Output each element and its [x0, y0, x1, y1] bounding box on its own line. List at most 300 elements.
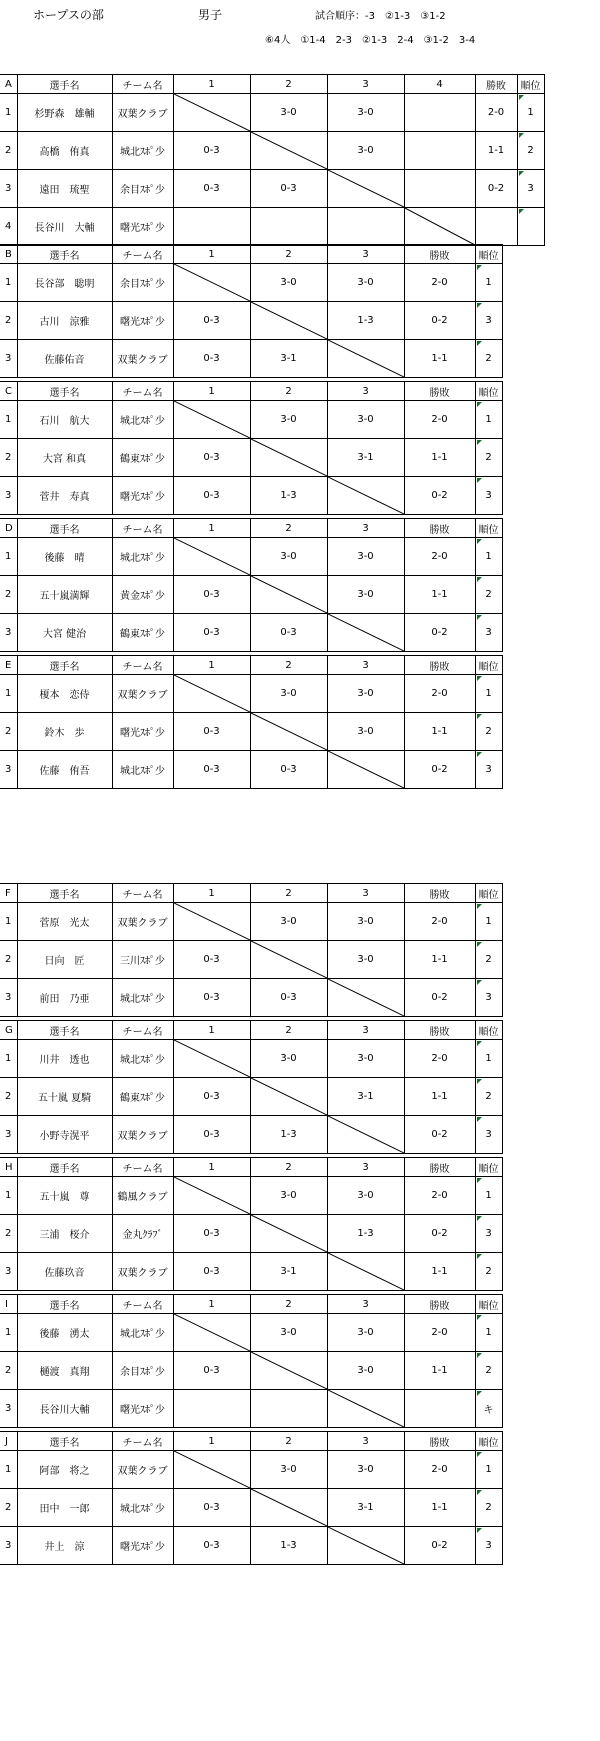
team-name: 金丸ｸﾗﾌﾞ	[112, 1215, 173, 1253]
player-name: 五十嵐満輝	[17, 576, 112, 614]
opponent-col-header: 1	[173, 1158, 250, 1177]
diagonal-line	[328, 1390, 404, 1427]
player-name: 三浦 桜介	[17, 1215, 112, 1253]
score-cell: 0-3	[173, 477, 250, 515]
comment-marker-icon	[477, 1216, 482, 1221]
score-cell: 3-0	[327, 1177, 404, 1215]
rank: 3	[475, 1215, 502, 1253]
win-loss-header: 勝敗	[404, 884, 475, 903]
opponent-col-header: 3	[327, 1432, 404, 1451]
row-number: 3	[0, 614, 17, 652]
player-header: 選手名	[17, 656, 112, 675]
row-number: 3	[0, 340, 17, 378]
win-loss-header: 勝敗	[475, 75, 517, 94]
score-cell: 3-0	[250, 94, 327, 132]
score-cell	[327, 1390, 404, 1428]
opponent-col-header: 2	[250, 1158, 327, 1177]
win-loss: 1-1	[404, 1078, 475, 1116]
opponent-col-header: 3	[327, 1021, 404, 1040]
row-number: 1	[0, 1040, 17, 1078]
score-cell: 3-0	[250, 1040, 327, 1078]
row-number: 2	[0, 1352, 17, 1390]
comment-marker-icon	[477, 1391, 482, 1396]
player-name: 長谷川大輔	[17, 1390, 112, 1428]
team-name: 余目ｽﾎﾟ少	[112, 1352, 173, 1390]
score-cell: 1-3	[327, 1215, 404, 1253]
rank: 2	[475, 1253, 502, 1291]
player-name: 五十嵐 尊	[17, 1177, 112, 1215]
opponent-col-header: 2	[250, 656, 327, 675]
score-cell: 3-1	[250, 340, 327, 378]
win-loss: 1-1	[404, 1489, 475, 1527]
table-row	[0, 477, 502, 515]
player-name: 長谷川 大輔	[17, 208, 112, 246]
team-header: チーム名	[112, 656, 173, 675]
comment-marker-icon	[477, 1041, 482, 1046]
score-cell	[173, 264, 250, 302]
score-cell: 3-0	[250, 1177, 327, 1215]
team-name: 城北ｽﾎﾟ少	[112, 1489, 173, 1527]
score-cell: 0-3	[173, 1116, 250, 1154]
comment-marker-icon	[477, 440, 482, 445]
table-row	[0, 94, 544, 132]
table-row	[0, 340, 502, 378]
group-table-a	[0, 74, 545, 246]
player-name: 大宮 和真	[17, 439, 112, 477]
team-header: チーム名	[112, 1158, 173, 1177]
table-row	[0, 302, 502, 340]
comment-marker-icon	[477, 1353, 482, 1358]
rank: 2	[475, 1489, 502, 1527]
rank: 2	[475, 941, 502, 979]
rank: 3	[475, 477, 502, 515]
rank: 3	[517, 170, 544, 208]
win-loss-header: 勝敗	[404, 1432, 475, 1451]
group-key: C	[0, 382, 17, 401]
rank-header: 順位	[475, 1158, 502, 1177]
win-loss-header: 勝敗	[404, 1021, 475, 1040]
table-row	[0, 1040, 502, 1078]
player-name: 前田 乃亜	[17, 979, 112, 1017]
group-key: B	[0, 245, 17, 264]
opponent-col-header: 2	[250, 1295, 327, 1314]
player-header: 選手名	[17, 884, 112, 903]
diagonal-line	[328, 751, 404, 788]
rank-header: 順位	[475, 656, 502, 675]
diagonal-line	[328, 979, 404, 1016]
comment-marker-icon	[477, 341, 482, 346]
opponent-col-header: 3	[327, 245, 404, 264]
score-cell: 0-3	[173, 941, 250, 979]
comment-marker-icon	[477, 577, 482, 582]
player-name: 杉野森 雄輔	[17, 94, 112, 132]
score-cell: 0-3	[250, 170, 327, 208]
comment-marker-icon	[477, 539, 482, 544]
table-row	[0, 401, 502, 439]
comment-marker-icon	[477, 1079, 482, 1084]
rank: 1	[475, 1314, 502, 1352]
opponent-col-header: 2	[250, 884, 327, 903]
table-row	[0, 1116, 502, 1154]
score-cell: 3-0	[327, 576, 404, 614]
table-row	[0, 170, 544, 208]
opponent-col-header: 2	[250, 75, 327, 94]
player-name: 阿部 将之	[17, 1451, 112, 1489]
comment-marker-icon	[477, 714, 482, 719]
diagonal-line	[174, 1451, 250, 1488]
score-cell	[250, 941, 327, 979]
table-row	[0, 1215, 502, 1253]
group-key: G	[0, 1021, 17, 1040]
rank: 3	[475, 979, 502, 1017]
group-key: H	[0, 1158, 17, 1177]
diagonal-line	[251, 941, 327, 978]
score-cell: 3-0	[327, 94, 404, 132]
table-row	[0, 941, 502, 979]
team-name: 曙光ｽﾎﾟ少	[112, 1527, 173, 1565]
table-row	[0, 576, 502, 614]
team-name: 城北ｽﾎﾟ少	[112, 401, 173, 439]
score-cell: 0-3	[250, 751, 327, 789]
score-cell: 3-0	[250, 1314, 327, 1352]
rank: 1	[517, 94, 544, 132]
diagonal-line	[174, 401, 250, 438]
score-cell: 3-0	[250, 401, 327, 439]
table-row	[0, 903, 502, 941]
score-cell: 3-0	[250, 903, 327, 941]
rank: 3	[475, 751, 502, 789]
score-cell: 3-1	[327, 1078, 404, 1116]
win-loss	[475, 208, 517, 246]
score-cell: 3-0	[327, 132, 404, 170]
diagonal-line	[251, 1352, 327, 1389]
team-name: 余目ｽﾎﾟ少	[112, 170, 173, 208]
score-cell: 0-3	[173, 340, 250, 378]
player-name: 小野寺滉平	[17, 1116, 112, 1154]
group-table-c	[0, 381, 503, 515]
opponent-col-header: 2	[250, 519, 327, 538]
opponent-col-header: 3	[327, 75, 404, 94]
row-number: 3	[0, 979, 17, 1017]
win-loss: 1-1	[404, 1253, 475, 1291]
opponent-col-header: 1	[173, 245, 250, 264]
player-name: 樋渡 真翔	[17, 1352, 112, 1390]
rank: 3	[475, 302, 502, 340]
comment-marker-icon	[477, 1315, 482, 1320]
team-name: 鶴東ｽﾎﾟ少	[112, 1078, 173, 1116]
comment-marker-icon	[477, 1254, 482, 1259]
comment-marker-icon	[477, 478, 482, 483]
win-loss: 2-0	[404, 675, 475, 713]
table-row	[0, 1253, 502, 1291]
opponent-col-header: 1	[173, 1021, 250, 1040]
table-row	[0, 132, 544, 170]
rank: 1	[475, 538, 502, 576]
team-name: 曙光ｽﾎﾟ少	[112, 713, 173, 751]
diagonal-line	[174, 1040, 250, 1077]
opponent-col-header: 2	[250, 1021, 327, 1040]
comment-marker-icon	[477, 402, 482, 407]
player-name: 井上 涼	[17, 1527, 112, 1565]
win-loss-header: 勝敗	[404, 382, 475, 401]
row-number: 2	[0, 132, 17, 170]
win-loss: 1-1	[404, 439, 475, 477]
diagonal-line	[251, 576, 327, 613]
score-cell: 0-3	[250, 979, 327, 1017]
score-cell	[250, 1489, 327, 1527]
table-row	[0, 264, 502, 302]
team-name: 城北ｽﾎﾟ少	[112, 132, 173, 170]
team-name: 双葉クラブ	[112, 1116, 173, 1154]
score-cell	[173, 1314, 250, 1352]
comment-marker-icon	[477, 904, 482, 909]
rank-header: 順位	[475, 245, 502, 264]
opponent-col-header: 4	[404, 75, 475, 94]
comment-marker-icon	[477, 1178, 482, 1183]
score-cell	[327, 340, 404, 378]
comment-marker-icon	[519, 95, 524, 100]
score-cell: 0-3	[173, 1215, 250, 1253]
row-number: 2	[0, 302, 17, 340]
diagonal-line	[328, 170, 404, 207]
group-table-f	[0, 883, 503, 1017]
rank-header: 順位	[517, 75, 544, 94]
opponent-col-header: 1	[173, 75, 250, 94]
player-name: 川井 透也	[17, 1040, 112, 1078]
win-loss-header: 勝敗	[404, 245, 475, 264]
win-loss: 2-0	[404, 1040, 475, 1078]
comment-marker-icon	[477, 1117, 482, 1122]
player-name: 菅原 光太	[17, 903, 112, 941]
score-cell: 0-3	[173, 1489, 250, 1527]
win-loss: 1-1	[404, 713, 475, 751]
score-cell	[327, 1253, 404, 1291]
score-cell	[250, 1078, 327, 1116]
team-header: チーム名	[112, 1021, 173, 1040]
score-cell: 0-3	[173, 979, 250, 1017]
team-header: チーム名	[112, 1432, 173, 1451]
score-cell: 0-3	[173, 1078, 250, 1116]
win-loss-header: 勝敗	[404, 519, 475, 538]
score-cell: 0-3	[173, 132, 250, 170]
win-loss: 1-1	[404, 941, 475, 979]
score-cell	[327, 751, 404, 789]
team-name: 鶴東ｽﾎﾟ少	[112, 439, 173, 477]
score-cell	[250, 439, 327, 477]
player-name: 菅井 寿真	[17, 477, 112, 515]
group-table-d	[0, 518, 503, 652]
score-cell	[250, 1390, 327, 1428]
score-cell	[173, 1177, 250, 1215]
team-name: 双葉クラブ	[112, 94, 173, 132]
comment-marker-icon	[477, 1452, 482, 1457]
row-number: 2	[0, 941, 17, 979]
rank-header: 順位	[475, 382, 502, 401]
rank-header: 順位	[475, 1295, 502, 1314]
table-row	[0, 1527, 502, 1565]
diagonal-line	[405, 208, 475, 245]
team-name: 曙光ｽﾎﾟ少	[112, 1390, 173, 1428]
diagonal-line	[251, 1215, 327, 1252]
opponent-col-header: 3	[327, 656, 404, 675]
score-cell: 1-3	[327, 302, 404, 340]
group-table-e	[0, 655, 503, 789]
row-number: 1	[0, 1177, 17, 1215]
score-cell: 0-3	[173, 751, 250, 789]
team-name: 双葉クラブ	[112, 340, 173, 378]
table-row	[0, 439, 502, 477]
opponent-col-header: 1	[173, 656, 250, 675]
group-key: D	[0, 519, 17, 538]
table-row	[0, 1390, 502, 1428]
player-header: 選手名	[17, 245, 112, 264]
diagonal-line	[328, 1116, 404, 1153]
row-number: 1	[0, 538, 17, 576]
player-name: 高橋 侑真	[17, 132, 112, 170]
player-name: 佐藤 侑吾	[17, 751, 112, 789]
score-cell: 3-0	[327, 675, 404, 713]
diagonal-line	[174, 538, 250, 575]
player-header: 選手名	[17, 1432, 112, 1451]
diagonal-line	[328, 477, 404, 514]
score-cell	[173, 1040, 250, 1078]
team-name: 城北ｽﾎﾟ少	[112, 538, 173, 576]
rank: 1	[475, 264, 502, 302]
diagonal-line	[174, 903, 250, 940]
opponent-col-header: 2	[250, 382, 327, 401]
rank-header: 順位	[475, 884, 502, 903]
score-cell: 0-3	[173, 1527, 250, 1565]
score-cell	[250, 1215, 327, 1253]
team-header: チーム名	[112, 1295, 173, 1314]
score-cell	[173, 401, 250, 439]
diagonal-line	[251, 1489, 327, 1526]
score-cell: 3-0	[327, 1314, 404, 1352]
win-loss: 0-2	[404, 1215, 475, 1253]
player-name: 大宮 健治	[17, 614, 112, 652]
win-loss-header: 勝敗	[404, 1295, 475, 1314]
comment-marker-icon	[477, 942, 482, 947]
row-number: 2	[0, 576, 17, 614]
team-header: チーム名	[112, 382, 173, 401]
opponent-col-header: 1	[173, 1432, 250, 1451]
score-cell	[404, 132, 475, 170]
win-loss: 0-2	[404, 614, 475, 652]
rank: 1	[475, 401, 502, 439]
rank: キ	[475, 1390, 502, 1428]
team-header: チーム名	[112, 245, 173, 264]
score-cell: 0-3	[173, 614, 250, 652]
score-cell: 3-0	[327, 264, 404, 302]
rank: 1	[475, 1177, 502, 1215]
opponent-col-header: 2	[250, 245, 327, 264]
player-name: 佐藤佑音	[17, 340, 112, 378]
rank: 2	[475, 576, 502, 614]
score-cell	[173, 1451, 250, 1489]
win-loss: 2-0	[404, 1314, 475, 1352]
row-number: 3	[0, 751, 17, 789]
win-loss: 1-1	[404, 340, 475, 378]
diagonal-line	[251, 439, 327, 476]
row-number: 2	[0, 1215, 17, 1253]
player-name: 後藤 晴	[17, 538, 112, 576]
comment-marker-icon	[477, 1490, 482, 1495]
rank	[517, 208, 544, 246]
team-name: 双葉クラブ	[112, 1451, 173, 1489]
rank: 2	[475, 340, 502, 378]
diagonal-line	[174, 1177, 250, 1214]
comment-marker-icon	[519, 209, 524, 214]
rank-header: 順位	[475, 519, 502, 538]
score-cell: 0-3	[173, 439, 250, 477]
gender-label: 男子	[198, 8, 223, 22]
diagonal-line	[328, 614, 404, 651]
diagonal-line	[251, 132, 327, 169]
score-cell	[327, 979, 404, 1017]
diagonal-line	[174, 675, 250, 712]
team-name: 余目ｽﾎﾟ少	[112, 264, 173, 302]
score-cell	[173, 208, 250, 246]
win-loss: 2-0	[404, 401, 475, 439]
score-cell	[173, 538, 250, 576]
win-loss: 0-2	[404, 979, 475, 1017]
player-name: 長谷部 聡明	[17, 264, 112, 302]
opponent-col-header: 3	[327, 519, 404, 538]
opponent-col-header: 2	[250, 1432, 327, 1451]
team-name: 曙光ｽﾎﾟ少	[112, 477, 173, 515]
score-cell	[250, 302, 327, 340]
opponent-col-header: 1	[173, 884, 250, 903]
win-loss: 0-2	[404, 1527, 475, 1565]
row-number: 1	[0, 1314, 17, 1352]
row-number: 1	[0, 675, 17, 713]
player-header: 選手名	[17, 519, 112, 538]
score-cell: 1-3	[250, 477, 327, 515]
row-number: 1	[0, 264, 17, 302]
group-key: A	[0, 75, 17, 94]
row-number: 2	[0, 1489, 17, 1527]
table-row	[0, 614, 502, 652]
row-number: 1	[0, 903, 17, 941]
win-loss: 0-2	[404, 1116, 475, 1154]
comment-marker-icon	[477, 1528, 482, 1533]
table-row	[0, 751, 502, 789]
row-number: 3	[0, 170, 17, 208]
score-cell	[327, 208, 404, 246]
score-cell: 3-0	[250, 1451, 327, 1489]
team-name: 双葉クラブ	[112, 675, 173, 713]
row-number: 1	[0, 94, 17, 132]
group-table-b	[0, 244, 503, 378]
row-number: 2	[0, 1078, 17, 1116]
rank: 1	[475, 903, 502, 941]
group-key: E	[0, 656, 17, 675]
opponent-col-header: 3	[327, 884, 404, 903]
score-cell: 3-0	[327, 1352, 404, 1390]
score-cell	[327, 1527, 404, 1565]
team-name: 城北ｽﾎﾟ少	[112, 979, 173, 1017]
team-header: チーム名	[112, 519, 173, 538]
team-name: 双葉クラブ	[112, 903, 173, 941]
row-number: 1	[0, 1451, 17, 1489]
table-row	[0, 1078, 502, 1116]
player-name: 後藤 湧太	[17, 1314, 112, 1352]
table-row	[0, 1352, 502, 1390]
table-row	[0, 1314, 502, 1352]
player-header: 選手名	[17, 382, 112, 401]
group-key: J	[0, 1432, 17, 1451]
score-cell	[250, 208, 327, 246]
